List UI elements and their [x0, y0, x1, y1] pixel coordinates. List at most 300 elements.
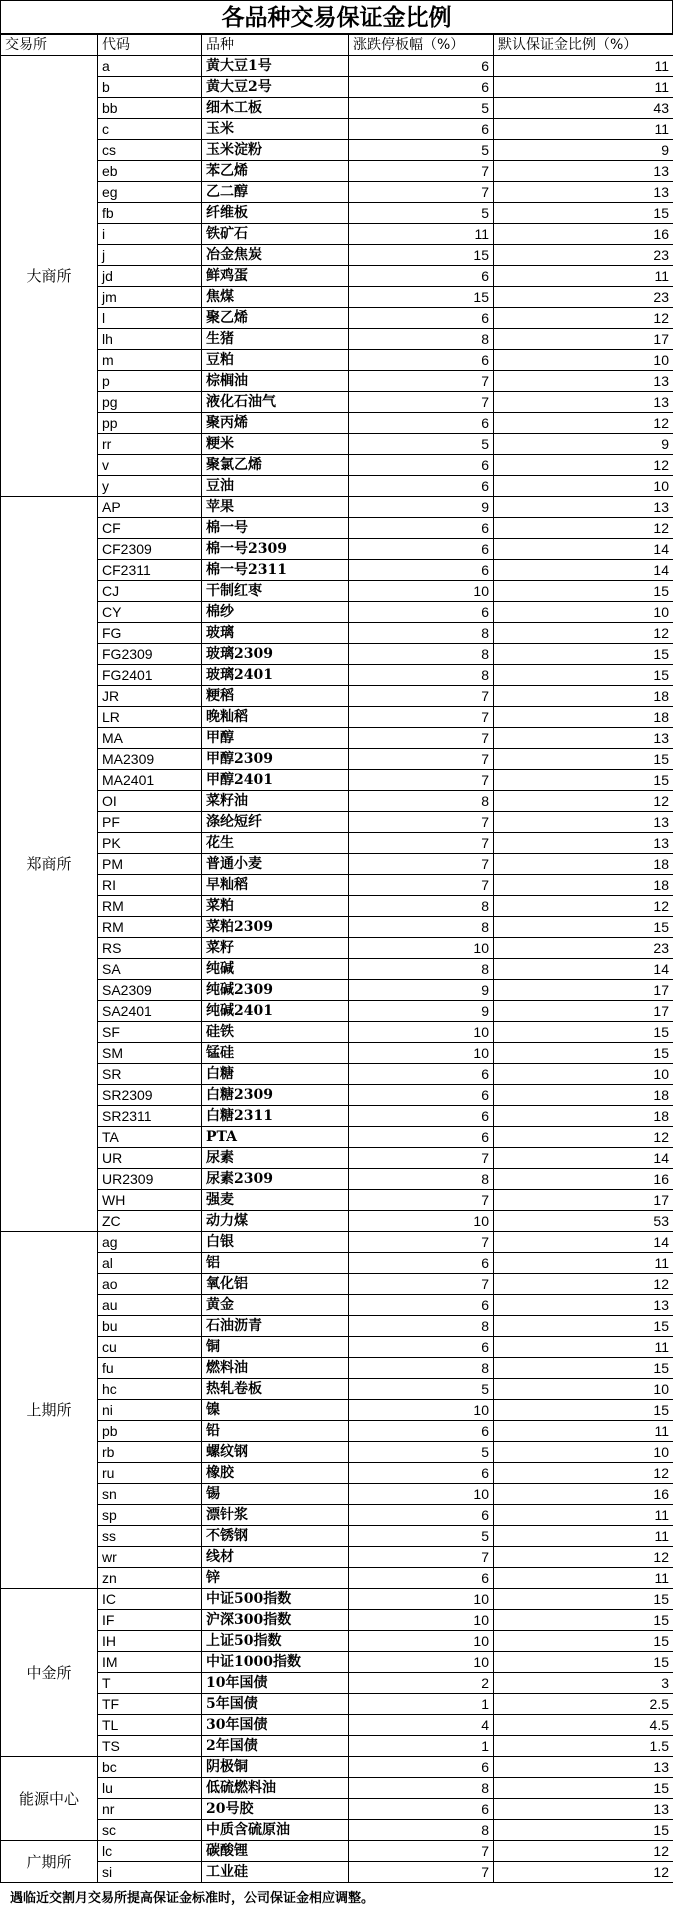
variety-cell: 棉一号2309 [202, 539, 349, 560]
code-cell: jm [98, 287, 202, 308]
limit-cell: 7 [349, 854, 494, 875]
code-cell: rb [98, 1442, 202, 1463]
margin-cell: 15 [494, 770, 673, 791]
code-cell: c [98, 119, 202, 140]
limit-cell: 5 [349, 1526, 494, 1547]
margin-cell: 11 [494, 1568, 673, 1589]
table-row [1, 1484, 673, 1505]
table-row [1, 1862, 673, 1883]
code-cell: SM [98, 1043, 202, 1064]
exchange-cell: 广期所 [1, 1841, 98, 1883]
limit-cell: 7 [349, 812, 494, 833]
limit-cell: 8 [349, 791, 494, 812]
margin-cell: 1.5 [494, 1736, 673, 1757]
code-cell: al [98, 1253, 202, 1274]
limit-cell: 10 [349, 1652, 494, 1673]
limit-cell: 5 [349, 203, 494, 224]
table-row [1, 854, 673, 875]
limit-cell: 7 [349, 1148, 494, 1169]
table-row [1, 1169, 673, 1190]
table-row [1, 1316, 673, 1337]
table-row [1, 182, 673, 203]
margin-cell: 13 [494, 1295, 673, 1316]
limit-cell: 7 [349, 875, 494, 896]
table-row [1, 1400, 673, 1421]
limit-cell: 7 [349, 1190, 494, 1211]
variety-cell: 粳稻 [202, 686, 349, 707]
code-cell: l [98, 308, 202, 329]
limit-cell: 6 [349, 1799, 494, 1820]
variety-cell: 涤纶短纤 [202, 812, 349, 833]
limit-cell: 6 [349, 56, 494, 77]
limit-cell: 8 [349, 1778, 494, 1799]
variety-cell: 强麦 [202, 1190, 349, 1211]
table-row [1, 623, 673, 644]
header-margin: 默认保证金比例（%） [494, 35, 673, 56]
table-row [1, 1106, 673, 1127]
margin-cell: 23 [494, 938, 673, 959]
code-cell: cs [98, 140, 202, 161]
limit-cell: 6 [349, 77, 494, 98]
variety-cell: 线材 [202, 1547, 349, 1568]
limit-cell: 6 [349, 1253, 494, 1274]
margin-cell: 12 [494, 455, 673, 476]
limit-cell: 8 [349, 896, 494, 917]
table-row [1, 1841, 673, 1862]
margin-cell: 16 [494, 1484, 673, 1505]
limit-cell: 9 [349, 497, 494, 518]
limit-cell: 6 [349, 455, 494, 476]
limit-cell: 6 [349, 1127, 494, 1148]
table-row [1, 1505, 673, 1526]
margin-cell: 15 [494, 1610, 673, 1631]
table-row [1, 1715, 673, 1736]
margin-cell: 12 [494, 413, 673, 434]
code-cell: a [98, 56, 202, 77]
table-row [1, 1820, 673, 1841]
margin-cell: 4.5 [494, 1715, 673, 1736]
code-cell: SA2401 [98, 1001, 202, 1022]
limit-cell: 10 [349, 1400, 494, 1421]
table-row [1, 308, 673, 329]
header-exchange: 交易所 [1, 35, 98, 56]
variety-cell: 纯碱 [202, 959, 349, 980]
margin-cell: 17 [494, 329, 673, 350]
code-cell: ni [98, 1400, 202, 1421]
code-cell: ru [98, 1463, 202, 1484]
variety-cell: 黄大豆1号 [202, 56, 349, 77]
variety-cell: 纯碱2401 [202, 1001, 349, 1022]
margin-cell: 12 [494, 1862, 673, 1883]
variety-cell: 苯乙烯 [202, 161, 349, 182]
variety-cell: 生猪 [202, 329, 349, 350]
code-cell: TA [98, 1127, 202, 1148]
code-cell: CJ [98, 581, 202, 602]
table-row [1, 1736, 673, 1757]
variety-cell: 2年国债 [202, 1736, 349, 1757]
table-row [1, 1631, 673, 1652]
margin-cell: 10 [494, 1442, 673, 1463]
variety-cell: 焦煤 [202, 287, 349, 308]
variety-cell: 黄金 [202, 1295, 349, 1316]
table-row [1, 1652, 673, 1673]
code-cell: sp [98, 1505, 202, 1526]
code-cell: bu [98, 1316, 202, 1337]
table-row [1, 350, 673, 371]
table-row [1, 224, 673, 245]
table-row [1, 1085, 673, 1106]
variety-cell: 铜 [202, 1337, 349, 1358]
margin-cell: 12 [494, 896, 673, 917]
margin-cell: 15 [494, 665, 673, 686]
table-row [1, 896, 673, 917]
code-cell: sn [98, 1484, 202, 1505]
code-cell: RM [98, 917, 202, 938]
code-cell: si [98, 1862, 202, 1883]
margin-cell: 13 [494, 812, 673, 833]
margin-ratio-table [0, 34, 673, 1883]
table-row [1, 812, 673, 833]
code-cell: JR [98, 686, 202, 707]
variety-cell: 玻璃 [202, 623, 349, 644]
table-row [1, 1526, 673, 1547]
margin-cell: 15 [494, 1022, 673, 1043]
table-row [1, 1337, 673, 1358]
limit-cell: 6 [349, 602, 494, 623]
limit-cell: 6 [349, 266, 494, 287]
variety-cell: 铝 [202, 1253, 349, 1274]
limit-cell: 8 [349, 1169, 494, 1190]
variety-cell: 氧化铝 [202, 1274, 349, 1295]
code-cell: MA [98, 728, 202, 749]
margin-cell: 13 [494, 1799, 673, 1820]
limit-cell: 7 [349, 1841, 494, 1862]
variety-cell: 液化石油气 [202, 392, 349, 413]
code-cell: bc [98, 1757, 202, 1778]
margin-cell: 16 [494, 1169, 673, 1190]
code-cell: pb [98, 1421, 202, 1442]
variety-cell: 工业硅 [202, 1862, 349, 1883]
limit-cell: 6 [349, 1568, 494, 1589]
table-row [1, 287, 673, 308]
margin-cell: 15 [494, 749, 673, 770]
variety-cell: 20号胶 [202, 1799, 349, 1820]
limit-cell: 7 [349, 770, 494, 791]
code-cell: TF [98, 1694, 202, 1715]
table-row [1, 329, 673, 350]
margin-cell: 15 [494, 1820, 673, 1841]
table-row [1, 959, 673, 980]
code-cell: RM [98, 896, 202, 917]
limit-cell: 10 [349, 938, 494, 959]
variety-cell: 黄大豆2号 [202, 77, 349, 98]
variety-cell: 白糖2309 [202, 1085, 349, 1106]
limit-cell: 8 [349, 917, 494, 938]
variety-cell: 乙二醇 [202, 182, 349, 203]
variety-cell: 热轧卷板 [202, 1379, 349, 1400]
limit-cell: 6 [349, 1337, 494, 1358]
code-cell: IH [98, 1631, 202, 1652]
limit-cell: 6 [349, 350, 494, 371]
margin-cell: 15 [494, 1043, 673, 1064]
table-row [1, 1358, 673, 1379]
table-row [1, 1127, 673, 1148]
margin-cell: 15 [494, 1631, 673, 1652]
variety-cell: 阴极铜 [202, 1757, 349, 1778]
variety-cell: 早籼稻 [202, 875, 349, 896]
table-row [1, 539, 673, 560]
table-row [1, 98, 673, 119]
variety-cell: 碳酸锂 [202, 1841, 349, 1862]
variety-cell: 白银 [202, 1232, 349, 1253]
limit-cell: 10 [349, 1211, 494, 1232]
margin-cell: 14 [494, 539, 673, 560]
table-title: 各品种交易保证金比例 [0, 0, 673, 34]
variety-cell: 锡 [202, 1484, 349, 1505]
variety-cell: 棉纱 [202, 602, 349, 623]
margin-cell: 18 [494, 875, 673, 896]
table-row [1, 791, 673, 812]
code-cell: cu [98, 1337, 202, 1358]
table-row [1, 1064, 673, 1085]
limit-cell: 7 [349, 1232, 494, 1253]
code-cell: CF [98, 518, 202, 539]
code-cell: MA2309 [98, 749, 202, 770]
code-cell: ss [98, 1526, 202, 1547]
code-cell: AP [98, 497, 202, 518]
limit-cell: 8 [349, 329, 494, 350]
code-cell: ZC [98, 1211, 202, 1232]
code-cell: RI [98, 875, 202, 896]
variety-cell: 冶金焦炭 [202, 245, 349, 266]
code-cell: jd [98, 266, 202, 287]
variety-cell: 菜粕2309 [202, 917, 349, 938]
table-row [1, 1148, 673, 1169]
variety-cell: 30年国债 [202, 1715, 349, 1736]
exchange-cell: 能源中心 [1, 1757, 98, 1841]
limit-cell: 7 [349, 1547, 494, 1568]
variety-cell: 玻璃2309 [202, 644, 349, 665]
code-cell: ag [98, 1232, 202, 1253]
header-limit: 涨跌停板幅（%） [349, 35, 494, 56]
exchange-cell: 郑商所 [1, 497, 98, 1232]
margin-cell: 11 [494, 1505, 673, 1526]
margin-cell: 10 [494, 476, 673, 497]
table-row [1, 1589, 673, 1610]
table-row [1, 56, 673, 77]
code-cell: rr [98, 434, 202, 455]
variety-cell: 上证50指数 [202, 1631, 349, 1652]
variety-cell: 玉米淀粉 [202, 140, 349, 161]
code-cell: au [98, 1295, 202, 1316]
variety-cell: 燃料油 [202, 1358, 349, 1379]
margin-cell: 10 [494, 1064, 673, 1085]
margin-cell: 11 [494, 1337, 673, 1358]
variety-cell: 干制红枣 [202, 581, 349, 602]
table-row [1, 455, 673, 476]
variety-cell: 沪深300指数 [202, 1610, 349, 1631]
code-cell: lc [98, 1841, 202, 1862]
code-cell: MA2401 [98, 770, 202, 791]
margin-cell: 15 [494, 1358, 673, 1379]
limit-cell: 7 [349, 1862, 494, 1883]
code-cell: ao [98, 1274, 202, 1295]
limit-cell: 1 [349, 1736, 494, 1757]
table-row [1, 1568, 673, 1589]
limit-cell: 7 [349, 161, 494, 182]
table-row [1, 266, 673, 287]
code-cell: UR2309 [98, 1169, 202, 1190]
variety-cell: 低硫燃料油 [202, 1778, 349, 1799]
code-cell: PF [98, 812, 202, 833]
margin-cell: 15 [494, 1316, 673, 1337]
table-row [1, 728, 673, 749]
variety-cell: 聚丙烯 [202, 413, 349, 434]
table-row [1, 1673, 673, 1694]
table-row [1, 1694, 673, 1715]
table-row [1, 1211, 673, 1232]
margin-cell: 12 [494, 1841, 673, 1862]
variety-cell: 棉一号2311 [202, 560, 349, 581]
limit-cell: 8 [349, 1820, 494, 1841]
variety-cell: 棕榈油 [202, 371, 349, 392]
limit-cell: 8 [349, 644, 494, 665]
table-row [1, 560, 673, 581]
variety-cell: 锌 [202, 1568, 349, 1589]
margin-cell: 17 [494, 1001, 673, 1022]
variety-cell: 漂针浆 [202, 1505, 349, 1526]
margin-cell: 10 [494, 602, 673, 623]
margin-cell: 13 [494, 728, 673, 749]
limit-cell: 6 [349, 1295, 494, 1316]
code-cell: WH [98, 1190, 202, 1211]
margin-cell: 12 [494, 1127, 673, 1148]
margin-cell: 12 [494, 1547, 673, 1568]
margin-cell: 14 [494, 560, 673, 581]
variety-cell: 5年国债 [202, 1694, 349, 1715]
limit-cell: 6 [349, 413, 494, 434]
limit-cell: 6 [349, 308, 494, 329]
limit-cell: 8 [349, 623, 494, 644]
limit-cell: 11 [349, 224, 494, 245]
margin-cell: 13 [494, 833, 673, 854]
header-variety: 品种 [202, 35, 349, 56]
variety-cell: 10年国债 [202, 1673, 349, 1694]
code-cell: pp [98, 413, 202, 434]
table-row [1, 665, 673, 686]
variety-cell: 尿素 [202, 1148, 349, 1169]
table-row [1, 1001, 673, 1022]
limit-cell: 10 [349, 1484, 494, 1505]
margin-cell: 18 [494, 707, 673, 728]
table-row [1, 686, 673, 707]
limit-cell: 2 [349, 1673, 494, 1694]
table-row [1, 749, 673, 770]
limit-cell: 1 [349, 1694, 494, 1715]
margin-cell: 10 [494, 1379, 673, 1400]
table-row [1, 581, 673, 602]
limit-cell: 6 [349, 539, 494, 560]
code-cell: PK [98, 833, 202, 854]
table-row [1, 1547, 673, 1568]
table-row [1, 497, 673, 518]
code-cell: RS [98, 938, 202, 959]
variety-cell: 纤维板 [202, 203, 349, 224]
variety-cell: 中证1000指数 [202, 1652, 349, 1673]
table-row [1, 371, 673, 392]
table-row [1, 392, 673, 413]
code-cell: SF [98, 1022, 202, 1043]
code-cell: IF [98, 1610, 202, 1631]
margin-cell: 11 [494, 1526, 673, 1547]
margin-cell: 9 [494, 434, 673, 455]
code-cell: SR [98, 1064, 202, 1085]
variety-cell: 粳米 [202, 434, 349, 455]
table-row [1, 917, 673, 938]
variety-cell: 甲醇2309 [202, 749, 349, 770]
limit-cell: 7 [349, 1274, 494, 1295]
margin-cell: 11 [494, 119, 673, 140]
table-row [1, 1799, 673, 1820]
code-cell: fu [98, 1358, 202, 1379]
code-cell: lh [98, 329, 202, 350]
variety-cell: 锰硅 [202, 1043, 349, 1064]
code-cell: FG2401 [98, 665, 202, 686]
variety-cell: 白糖 [202, 1064, 349, 1085]
code-cell: SA2309 [98, 980, 202, 1001]
variety-cell: 甲醇 [202, 728, 349, 749]
margin-cell: 17 [494, 980, 673, 1001]
code-cell: FG [98, 623, 202, 644]
variety-cell: 纯碱2309 [202, 980, 349, 1001]
variety-cell: 动力煤 [202, 1211, 349, 1232]
code-cell: SA [98, 959, 202, 980]
table-row [1, 833, 673, 854]
margin-cell: 13 [494, 497, 673, 518]
margin-cell: 11 [494, 1253, 673, 1274]
table-row [1, 161, 673, 182]
margin-cell: 23 [494, 287, 673, 308]
margin-cell: 16 [494, 224, 673, 245]
variety-cell: 普通小麦 [202, 854, 349, 875]
table-row [1, 1610, 673, 1631]
exchange-cell: 上期所 [1, 1232, 98, 1589]
margin-cell: 14 [494, 1148, 673, 1169]
variety-cell: 细木工板 [202, 98, 349, 119]
limit-cell: 10 [349, 581, 494, 602]
code-cell: lu [98, 1778, 202, 1799]
limit-cell: 6 [349, 518, 494, 539]
table-row [1, 602, 673, 623]
table-row [1, 203, 673, 224]
margin-cell: 11 [494, 266, 673, 287]
margin-cell: 9 [494, 140, 673, 161]
limit-cell: 8 [349, 1358, 494, 1379]
table-row [1, 1421, 673, 1442]
code-cell: hc [98, 1379, 202, 1400]
margin-cell: 10 [494, 350, 673, 371]
margin-cell: 13 [494, 161, 673, 182]
code-cell: bb [98, 98, 202, 119]
variety-cell: 螺纹钢 [202, 1442, 349, 1463]
margin-cell: 12 [494, 623, 673, 644]
variety-cell: 不锈钢 [202, 1526, 349, 1547]
code-cell: zn [98, 1568, 202, 1589]
variety-cell: 铁矿石 [202, 224, 349, 245]
code-cell: TS [98, 1736, 202, 1757]
table-row [1, 1295, 673, 1316]
code-cell: y [98, 476, 202, 497]
